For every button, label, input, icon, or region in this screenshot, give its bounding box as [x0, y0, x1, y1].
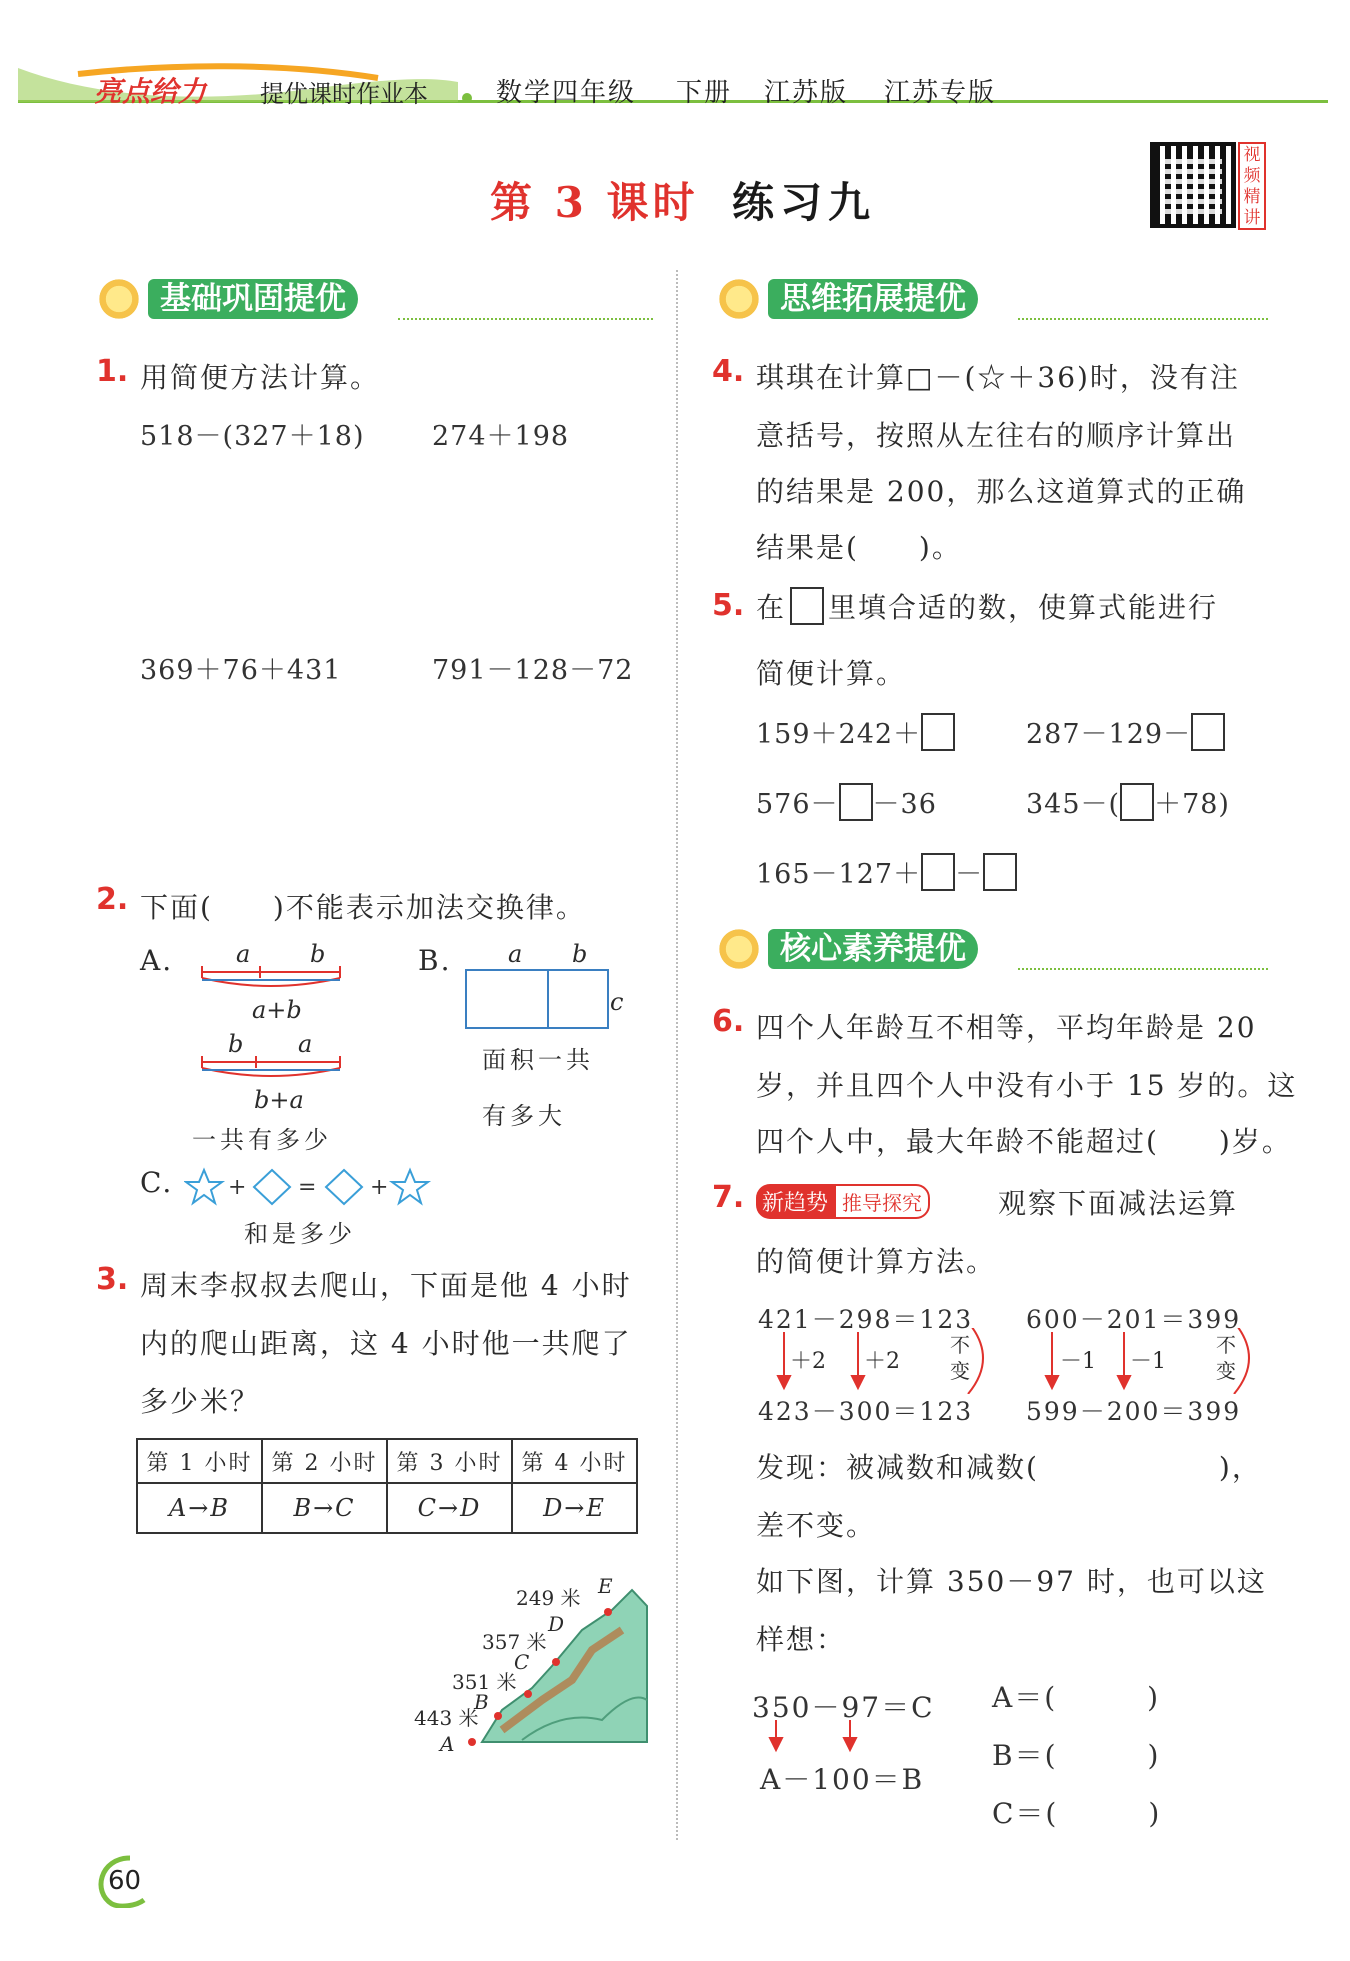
column-divider [676, 270, 678, 1840]
table-cell: B→C [262, 1483, 387, 1533]
q4-text: 结果是( )。 [756, 531, 962, 564]
q7-equation: 350－97＝C [752, 1691, 935, 1724]
q2-label-a: a [298, 1030, 313, 1058]
q7-change-label: ＋2 [864, 1349, 900, 1374]
section-header-core [716, 926, 978, 972]
mountain-point: C [514, 1650, 530, 1674]
q6-text: 四个人年龄互不相等，平均年龄是 20 [756, 1011, 1257, 1044]
q3-prompt: 内的爬山距离，这 4 小时他一共爬了 [140, 1327, 632, 1360]
q5-expr [1026, 782, 1230, 821]
q3-prompt: 周末李叔叔去爬山，下面是他 4 小时 [140, 1269, 632, 1302]
q7-down-arrows [766, 1718, 886, 1754]
q2-label-sum: a+b [252, 996, 302, 1024]
page-number: 60 [108, 1866, 142, 1896]
header-volume: 下册 [676, 78, 733, 108]
inquiry-badge: 推导探究 [834, 1184, 930, 1219]
section-rule [1018, 318, 1268, 320]
table-header-cell: 第 2 小时 [262, 1439, 387, 1483]
question-number: 3. [96, 1262, 129, 1297]
answer-box[interactable] [921, 853, 955, 891]
expr-text: 345－( [1026, 789, 1121, 820]
star-icon [186, 1170, 222, 1203]
q6-text: 四个人中，最大年龄不能超过( )岁。 [756, 1125, 1292, 1158]
expr-text: 165－127＋ [756, 859, 922, 890]
q5-expr [756, 852, 1017, 891]
table-cell: D→E [512, 1483, 637, 1533]
header-region: 江苏专版 [884, 78, 997, 108]
answer-box[interactable] [983, 853, 1017, 891]
sprout-icon [716, 276, 762, 322]
trophy-icon [716, 926, 762, 972]
q7-unchanged: 不变 [1216, 1333, 1236, 1383]
q2-label-b: b [310, 940, 326, 968]
q5-expr [756, 712, 955, 751]
q7-discovery: 差不变。 [756, 1509, 877, 1542]
q5-prompt [756, 586, 1218, 626]
mountain-point: D [548, 1612, 565, 1636]
q2-rectangle-diagram [464, 968, 614, 1034]
header-brand: 亮点给力 [94, 75, 207, 108]
table-header-cell: 第 4 小时 [512, 1439, 637, 1483]
q7-discovery: 发现：被减数和减数( )， [756, 1451, 1262, 1484]
answer-box[interactable] [790, 587, 824, 625]
q5-prompt-a: 在 [756, 591, 787, 624]
mountain-label: 443 米 [414, 1706, 479, 1730]
mountain-label: 249 米 [516, 1586, 581, 1610]
expr-text: 576－ [756, 789, 839, 820]
q7-answer-a[interactable]: A＝( ) [992, 1681, 1161, 1714]
mountain-label: 351 米 [452, 1670, 517, 1694]
section-rule [398, 318, 653, 320]
expr-text: － [955, 859, 984, 890]
q7-think: 如下图，计算 350－97 时，也可以这 [756, 1565, 1267, 1598]
q7-text: 的简便计算方法。 [756, 1245, 997, 1278]
lesson-number: 第 3 课时 [490, 178, 699, 227]
q4-text: 意括号，按照从左往右的顺序计算出 [756, 419, 1237, 452]
q2-caption-b2: 有多大 [482, 1102, 566, 1130]
q2-option-a: A. [140, 944, 174, 977]
table-header-cell: 第 1 小时 [137, 1439, 262, 1483]
diamond-icon [254, 1170, 290, 1204]
header-grade: 数学四年级 [496, 78, 637, 108]
question-number: 5. [712, 588, 745, 623]
q2-option-c: C. [140, 1166, 174, 1199]
q7-unchanged: 不变 [950, 1333, 970, 1383]
q2-prompt: 下面( )不能表示加法交换律。 [140, 891, 586, 924]
svg-text:=: = [298, 1175, 317, 1200]
q7-left-bottom: 423－300＝123 [758, 1397, 974, 1426]
q1-expr: 369＋76＋431 [140, 655, 342, 686]
answer-box[interactable] [1191, 713, 1225, 751]
question-number: 1. [96, 354, 129, 389]
q4-text: 琪琪在计算□－(☆＋36)时，没有注 [756, 361, 1240, 394]
diamond-icon [326, 1170, 362, 1204]
q1-expr: 518－(327＋18) [140, 421, 365, 452]
question-number: 4. [712, 354, 745, 389]
mountain-point: A [440, 1732, 455, 1756]
q7-change-label: －1 [1130, 1349, 1166, 1374]
header-series: 提优课时作业本 [260, 80, 428, 108]
section-header-basic [96, 276, 358, 322]
svg-text:+: + [228, 1175, 247, 1200]
question-number: 6. [712, 1004, 745, 1039]
header-edition: 江苏版 [764, 78, 849, 108]
q2-caption-c: 和是多少 [244, 1220, 356, 1248]
answer-box[interactable] [839, 783, 873, 821]
table-cell: C→D [387, 1483, 512, 1533]
q7-text: 观察下面减法运算 [998, 1187, 1239, 1220]
q2-label-a: a [508, 940, 523, 968]
gear-icon [96, 276, 142, 322]
q3-prompt: 多少米？ [140, 1385, 261, 1418]
q2-label-sum: b+a [254, 1086, 304, 1114]
section-title: 基础巩固提优 [148, 279, 358, 319]
q7-change-label: －1 [1060, 1349, 1096, 1374]
q2-caption-b1: 面积一共 [482, 1046, 594, 1074]
question-number: 7. [712, 1180, 745, 1215]
q1-expr: 274＋198 [432, 421, 570, 452]
mountain-label: 357 米 [482, 1630, 547, 1654]
q6-text: 岁，并且四个人中没有小于 15 岁的。这 [756, 1069, 1298, 1102]
q2-label-a: a [236, 940, 251, 968]
q7-tags [756, 1184, 930, 1219]
q3-hours-table [136, 1438, 638, 1534]
header-dot [462, 93, 472, 103]
trend-badge: 新趋势 [756, 1184, 834, 1219]
q2-label-b: b [228, 1030, 244, 1058]
q2-label-b: b [572, 940, 588, 968]
section-title: 思维拓展提优 [768, 279, 978, 319]
q7-left-top: 421－298＝123 [758, 1305, 974, 1334]
q7-right-bottom: 599－200＝399 [1026, 1397, 1242, 1426]
table-header-cell: 第 3 小时 [387, 1439, 512, 1483]
mountain-point: B [474, 1690, 489, 1714]
q5-prompt: 简便计算。 [756, 657, 907, 690]
q7-answer-b[interactable]: B＝( ) [992, 1739, 1161, 1772]
q7-equation: A－100＝B [760, 1763, 925, 1796]
q5-expr [756, 782, 937, 821]
section-rule [1018, 968, 1268, 970]
answer-box[interactable] [1120, 783, 1154, 821]
star-icon [392, 1170, 428, 1203]
q2-shapes-equation [184, 1166, 434, 1208]
lesson-title: 练习九 [732, 178, 877, 227]
section-header-thinking [716, 276, 978, 322]
q1-expr: 791－128－72 [432, 655, 634, 686]
mountain-point: E [598, 1574, 613, 1598]
expr-text: －36 [872, 789, 937, 820]
section-title: 核心素养提优 [768, 929, 978, 969]
q2-option-b: B. [418, 944, 452, 977]
question-number: 2. [96, 882, 129, 917]
qr-video-label: 视频精讲 [1238, 142, 1266, 230]
q7-answer-c[interactable]: C＝( ) [992, 1797, 1162, 1830]
q4-text: 的结果是 200，那么这道算式的正确 [756, 475, 1247, 508]
expr-text: 159＋242＋ [756, 719, 922, 750]
answer-box[interactable] [921, 713, 955, 751]
q7-think: 样想： [756, 1623, 847, 1656]
qr-code-icon[interactable] [1150, 142, 1236, 228]
q7-change-label: ＋2 [790, 1349, 826, 1374]
q1-prompt: 用简便方法计算。 [140, 361, 381, 394]
q7-right-top: 600－201＝399 [1026, 1305, 1242, 1334]
q5-prompt-b: 里填合适的数，使算式能进行 [828, 591, 1219, 624]
expr-text: ＋78) [1154, 789, 1230, 820]
q5-expr [1026, 712, 1225, 751]
table-cell: A→B [137, 1483, 262, 1533]
svg-text:+: + [370, 1175, 389, 1200]
q2-label-c: c [610, 988, 624, 1016]
expr-text: 287－129－ [1026, 719, 1192, 750]
q2-caption-a: 一共有多少 [192, 1126, 332, 1154]
